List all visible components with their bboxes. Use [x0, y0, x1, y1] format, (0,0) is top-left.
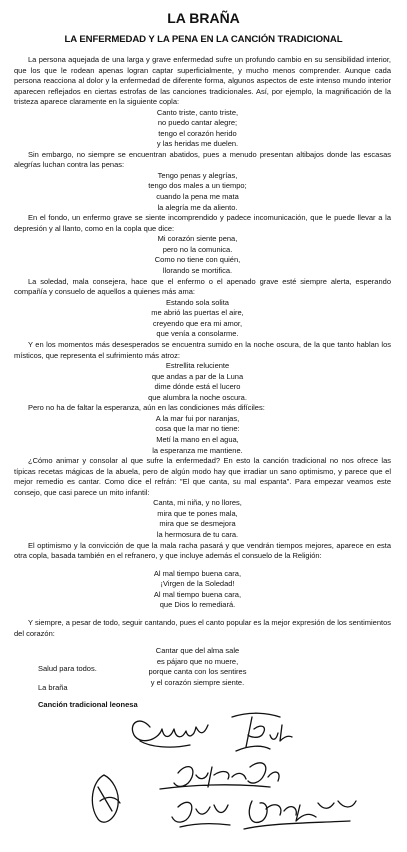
- verse-line: y las heridas me duelen.: [156, 139, 239, 149]
- verse-line: porque canta con los sentires: [148, 667, 247, 677]
- signature-3: [160, 763, 279, 789]
- verse-1: [0, 108, 407, 150]
- verse-line: Metí la mano en el agua,: [156, 435, 239, 445]
- verse-line: cosa que la mar no tiene:: [155, 424, 240, 434]
- verse-line: y el corazón siempre siente.: [150, 677, 245, 687]
- verse-5: [0, 361, 407, 403]
- verse-line: la alegría me da aliento.: [157, 202, 238, 212]
- verse-line: es pájaro que no muere,: [156, 656, 239, 666]
- paragraph-1: La persona aquejada de una larga y grave enfermedad sufre un profundo cambio en su sensibilidad interior, que los que le rodean apenas logran captar superficialmente, y mucho menos comprender. Aunque cada persona reacciona al dolor y la enfermedad de diferente forma, algunos aspectos de este intenso mundo interior aparecen reflejados en ciertas estrofas de las canciones tradicionales. Así, por ejemplo, la magnificación de la tristeza aparece claramente en la siguiente copla:: [14, 55, 391, 106]
- verse-line: ¡Virgen de la Soledad!: [160, 579, 235, 589]
- signature-4: [92, 775, 120, 822]
- verse-line: pero no la comunica.: [162, 244, 233, 254]
- verse-line: que andas a par de la Luna: [151, 371, 244, 381]
- handwritten-signatures: [0, 705, 407, 852]
- verse-line: Tengo penas y alegrías,: [157, 170, 238, 180]
- signature-1: [132, 721, 208, 747]
- verse-line: que Dios lo remediará.: [159, 600, 236, 610]
- verse-line: no puedo cantar alegre;: [157, 118, 238, 128]
- document-subtitle: LA ENFERMEDAD Y LA PENA EN LA CANCIÓN TRADICIONAL: [64, 34, 343, 45]
- verse-6: [0, 414, 407, 456]
- verse-line: Estando sola solita: [166, 297, 229, 307]
- closing-signed-by: Canción tradicional leonesa: [38, 700, 138, 709]
- verse-line: mira que se desmejora: [159, 519, 236, 529]
- closing-sender: La braña: [38, 683, 68, 692]
- document-body: [0, 55, 407, 688]
- paragraph-5: Y en los momentos más desesperados se encuentra sumido en la noche oscura, de la que tanto hablan los místicos, que representa el sufrimiento más atroz:: [14, 340, 391, 360]
- verse-line: que alumbra la noche oscura.: [148, 392, 247, 402]
- signature-5: [172, 802, 230, 827]
- verse-line: Al mal tiempo buena cara,: [153, 568, 242, 578]
- verse-line: la hermosura de tu cara.: [156, 530, 239, 540]
- verse-line: A la mar fui por naranjas,: [155, 413, 240, 423]
- verse-line: Canta, mi niña, y no llores,: [153, 498, 242, 508]
- paragraph-3: En el fondo, un enfermo grave se siente incomprendido y padece incomunicación, que le puede llevar a la depresión y al llanto, como en la copla que dice:: [14, 213, 391, 233]
- verse-line: llorando se mortifica.: [162, 266, 233, 276]
- closing-greeting: Salud para todos.: [38, 664, 97, 673]
- verse-line: tengo el corazón herido: [158, 128, 237, 138]
- verse-line: Estrellita reluciente: [165, 361, 230, 370]
- verse-line: Cantar que del alma sale: [155, 646, 240, 655]
- paragraph-9: Y siempre, a pesar de todo, seguir cantando, pues el canto popular es la mejor expresión de los sentimientos del corazón:: [14, 618, 391, 638]
- paragraph-6: Pero no ha de faltar la esperanza, aún en las condiciones más difíciles:: [28, 403, 265, 413]
- verse-line: Como no tiene con quién,: [154, 255, 241, 265]
- paragraph-7: ¿Cómo animar y consolar al que sufre la enfermedad? En esto la canción tradicional no nos ofrece las típicas recetas mágicas de la abuela, pero de algún modo hay que irradiar un sano optimismo, y parece que el mejor remedio es cantar. Como dice el refrán: "El que canta, su mal espanta". Para empezar veamos este consejo, que casi parece un mito infantil:: [14, 456, 391, 497]
- verse-line: Canto triste, canto triste,: [156, 107, 239, 117]
- verse-line: Al mal tiempo buena cara,: [153, 589, 242, 599]
- verse-7: [0, 498, 407, 540]
- document-title: LA BRAÑA: [167, 10, 240, 26]
- verse-line: la esperanza me mantiene.: [152, 445, 243, 455]
- verse-line: me abrió las puertas el aire,: [151, 308, 244, 318]
- verse-line: tengo dos males a un tiempo;: [148, 181, 247, 191]
- verse-line: creyendo que era mi amor,: [152, 318, 243, 328]
- verse-3: [0, 234, 407, 276]
- verse-line: mira que te pones mala,: [157, 508, 238, 518]
- verse-2: [0, 171, 407, 213]
- verse-line: cuando la pena me mata: [156, 192, 239, 202]
- paragraph-8: El optimismo y la convicción de que la mala racha pasará y que vendrán tiempos mejores, aparece en esta otra copla, basada también en el refranero, y que incluye además el consuelo de la Religión:: [14, 540, 391, 561]
- verse-line: Mi corazón siente pena,: [157, 234, 238, 244]
- paragraph-2: Sin embargo, no siempre se encuentran abatidos, pues a menudo presentan altibajos donde las escasas alegrías luchan contra las penas:: [14, 149, 391, 170]
- signature-2: [232, 713, 292, 751]
- signature-6: [244, 801, 356, 829]
- verse-line: que venía a consolarme.: [156, 329, 239, 339]
- verse-8: [0, 569, 407, 611]
- verse-4: [0, 298, 407, 340]
- paragraph-4: La soledad, mala consejera, hace que el enfermo o el apenado grave esté siempre alerta, esperando compañía y consuelo de aquellos a quienes más ama:: [14, 276, 391, 297]
- verse-line: dime dónde está el lucero: [154, 382, 241, 392]
